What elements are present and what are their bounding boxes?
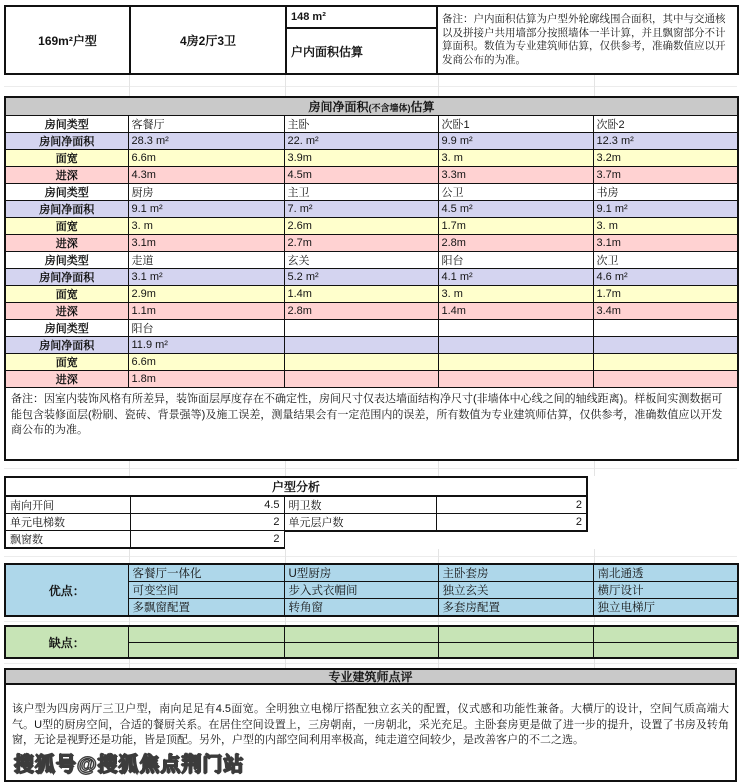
review-text: 该户型为四房两厅三卫户型，南向足足有4.5面宽。全明独立电梯厅搭配独立玄关的配置，仪式感和功能性兼备。大横厅的设计，空间气质高端大气。U型的厨房空间，合适的餐厨关系。在居住空间设置上，三房朝南，一房朝北，采光充足。主卧套房更是做了进一步的提升，设置了书房及转角窗，无论是视野还是功能，皆是顶配。另外，户型的内部空间利用率极高，纯走道空间较少，是改善客户的不二之选。	[12, 703, 729, 746]
room-row-label: 房间净面积	[5, 337, 128, 354]
empty-cell	[284, 531, 436, 549]
room-depth-cell: 1.4m	[438, 303, 593, 320]
room-type-cell	[438, 320, 593, 337]
review-box	[4, 685, 737, 782]
room-row-label: 房间净面积	[5, 201, 128, 218]
cons-row	[5, 626, 738, 642]
room-row-label: 房间净面积	[5, 269, 128, 286]
room-row-depth	[5, 235, 738, 252]
analysis-value: 2	[130, 531, 284, 549]
analysis-value: 4.5	[130, 496, 284, 514]
room-width-cell: 6.6m	[128, 354, 284, 371]
grid-gap	[4, 75, 737, 96]
watermark-text: 搜狐号@搜狐焦点荆门站	[14, 754, 245, 776]
room-type-cell: 次卧2	[593, 116, 738, 133]
room-width-cell: 2.9m	[128, 286, 284, 303]
room-type-cell: 阳台	[128, 320, 284, 337]
room-width-cell: 3. m	[438, 150, 593, 167]
room-type-cell	[284, 320, 438, 337]
room-row-width	[5, 218, 738, 235]
pros-cell: 步入式衣帽间	[284, 582, 438, 599]
room-row-width	[5, 150, 738, 167]
room-row-label: 面宽	[5, 354, 128, 371]
room-depth-cell: 3.1m	[128, 235, 284, 252]
room-width-cell: 1.4m	[284, 286, 438, 303]
room-type-cell: 次卫	[593, 252, 738, 269]
room-area-cell: 9.1 m²	[593, 201, 738, 218]
room-area-cell: 22. m²	[284, 133, 438, 150]
unit-size-title: 169m²户型	[5, 6, 130, 74]
room-depth-cell	[438, 371, 593, 388]
analysis-label: 明卫数	[284, 496, 436, 514]
pros-cell: U型厨房	[284, 564, 438, 582]
indoor-area-label: 户内面积估算	[286, 28, 437, 74]
header-note: 备注：户内面积估算为户型外轮廓线围合面积，其中与交通核以及拼接户共用墙部分按照墙体一半计算，并且飘窗部分不计算面积。数值为专业建筑师估算，仅供参考，准确数值应以开发商公布的为准。	[437, 6, 738, 74]
room-area-cell: 9.1 m²	[128, 201, 284, 218]
analysis-title: 户型分析	[5, 477, 587, 496]
unit-summary-table	[4, 5, 739, 75]
room-depth-cell: 3.4m	[593, 303, 738, 320]
room-width-cell	[284, 354, 438, 371]
room-depth-cell: 3.7m	[593, 167, 738, 184]
room-row-label: 房间类型	[5, 184, 128, 201]
analysis-label: 南向开间	[5, 496, 130, 514]
room-area-cell: 3.1 m²	[128, 269, 284, 286]
room-type-cell: 书房	[593, 184, 738, 201]
pros-row	[5, 564, 738, 582]
room-width-cell	[438, 354, 593, 371]
room-type-cell	[593, 320, 738, 337]
room-area-cell: 7. m²	[284, 201, 438, 218]
cons-cell	[128, 642, 284, 658]
pros-cell: 转角窗	[284, 599, 438, 617]
room-row-label: 房间类型	[5, 252, 128, 269]
room-depth-cell	[593, 371, 738, 388]
cons-cell	[438, 642, 593, 658]
analysis-label: 单元层户数	[284, 513, 436, 531]
room-area-cell: 4.5 m²	[438, 201, 593, 218]
unit-analysis-table	[4, 476, 588, 550]
room-row-area	[5, 337, 738, 354]
pros-cell: 主卧套房	[438, 564, 593, 582]
room-depth-cell: 1.1m	[128, 303, 284, 320]
grid-gap	[4, 461, 737, 476]
pros-cell: 多套房配置	[438, 599, 593, 617]
room-row-area	[5, 133, 738, 150]
room-width-cell	[593, 354, 738, 371]
analysis-value: 2	[436, 513, 587, 531]
cons-cell	[284, 626, 438, 642]
room-width-cell: 3. m	[438, 286, 593, 303]
room-row-type	[5, 320, 738, 337]
room-row-label: 房间净面积	[5, 133, 128, 150]
room-depth-cell	[284, 371, 438, 388]
room-area-cell: 4.1 m²	[438, 269, 593, 286]
review-title: 专业建筑师点评	[4, 668, 737, 685]
room-type-cell: 厨房	[128, 184, 284, 201]
room-type-cell: 公卫	[438, 184, 593, 201]
pros-cell: 独立玄关	[438, 582, 593, 599]
room-area-cell: 4.6 m²	[593, 269, 738, 286]
analysis-label: 飘窗数	[5, 531, 130, 549]
room-depth-cell: 2.7m	[284, 235, 438, 252]
room-type-cell: 阳台	[438, 252, 593, 269]
room-row-width	[5, 286, 738, 303]
room-depth-cell: 2.8m	[284, 303, 438, 320]
room-depth-cell: 2.8m	[438, 235, 593, 252]
room-width-cell: 3. m	[128, 218, 284, 235]
room-width-cell: 2.6m	[284, 218, 438, 235]
room-area-table	[4, 96, 739, 461]
grid-gap	[4, 549, 737, 563]
analysis-label: 单元电梯数	[5, 513, 130, 531]
room-width-cell: 1.7m	[438, 218, 593, 235]
room-width-cell: 3. m	[593, 218, 738, 235]
room-row-area	[5, 201, 738, 218]
pros-cell: 独立电梯厅	[593, 599, 738, 617]
room-row-label: 房间类型	[5, 116, 128, 133]
room-row-area	[5, 269, 738, 286]
room-width-cell: 3.2m	[593, 150, 738, 167]
room-width-cell: 3.9m	[284, 150, 438, 167]
room-table-title: 房间净面积(不含墙体)估算	[5, 97, 738, 116]
room-row-type	[5, 116, 738, 133]
room-depth-cell: 3.1m	[593, 235, 738, 252]
pros-cell: 可变空间	[128, 582, 284, 599]
room-row-width	[5, 354, 738, 371]
cons-table	[4, 625, 739, 659]
room-row-type	[5, 184, 738, 201]
room-row-depth	[5, 167, 738, 184]
room-area-cell: 12.3 m²	[593, 133, 738, 150]
room-row-label: 进深	[5, 371, 128, 388]
room-depth-cell: 1.8m	[128, 371, 284, 388]
room-depth-cell: 4.5m	[284, 167, 438, 184]
indoor-area-value: 148 m²	[286, 6, 437, 28]
room-type-cell: 主卧	[284, 116, 438, 133]
measurement-note: 备注：因室内装饰风格有所差异，装饰面层厚度存在不确定性，房间尺寸仅表达墙面结构净尺寸(非墙体中心线之间的轴线距离)。样板间实测数据可能包含装修面层(粉刷、瓷砖、背景强等)及施工误差，测量结果会有一定范围内的误差，所有数值为专业建筑师估算，仅供参考，准确数值应以开发商公布的为准。	[5, 388, 738, 460]
room-area-cell: 5.2 m²	[284, 269, 438, 286]
empty-cell	[436, 531, 587, 549]
cons-label: 缺点：	[5, 626, 128, 658]
room-type-cell: 主卫	[284, 184, 438, 201]
room-type-cell: 玄关	[284, 252, 438, 269]
unit-layout: 4房2厅3卫	[130, 6, 286, 74]
room-area-cell	[284, 337, 438, 354]
room-area-cell: 11.9 m²	[128, 337, 284, 354]
room-row-label: 进深	[5, 235, 128, 252]
room-width-cell: 6.6m	[128, 150, 284, 167]
grid-gap	[4, 659, 737, 668]
cons-cell	[128, 626, 284, 642]
room-row-label: 进深	[5, 303, 128, 320]
room-area-cell	[438, 337, 593, 354]
room-width-cell: 1.7m	[593, 286, 738, 303]
pros-cell: 客餐厅一体化	[128, 564, 284, 582]
room-row-label: 进深	[5, 167, 128, 184]
analysis-value: 2	[130, 513, 284, 531]
room-area-cell: 9.9 m²	[438, 133, 593, 150]
room-depth-cell: 4.3m	[128, 167, 284, 184]
pros-table	[4, 563, 739, 617]
cons-cell	[593, 642, 738, 658]
room-row-label: 面宽	[5, 286, 128, 303]
room-row-label: 房间类型	[5, 320, 128, 337]
room-row-label: 面宽	[5, 218, 128, 235]
cons-cell	[438, 626, 593, 642]
cons-cell	[593, 626, 738, 642]
room-type-cell: 走道	[128, 252, 284, 269]
room-row-depth	[5, 303, 738, 320]
room-area-cell: 28.3 m²	[128, 133, 284, 150]
pros-label: 优点：	[5, 564, 128, 616]
room-area-cell	[593, 337, 738, 354]
room-row-label: 面宽	[5, 150, 128, 167]
cons-cell	[284, 642, 438, 658]
pros-cell: 横厅设计	[593, 582, 738, 599]
room-type-cell: 客餐厅	[128, 116, 284, 133]
room-row-type	[5, 252, 738, 269]
analysis-value: 2	[436, 496, 587, 514]
pros-cell: 多飘窗配置	[128, 599, 284, 617]
grid-gap	[4, 617, 737, 625]
room-row-depth	[5, 371, 738, 388]
room-type-cell: 次卧1	[438, 116, 593, 133]
room-depth-cell: 3.3m	[438, 167, 593, 184]
pros-cell: 南北通透	[593, 564, 738, 582]
